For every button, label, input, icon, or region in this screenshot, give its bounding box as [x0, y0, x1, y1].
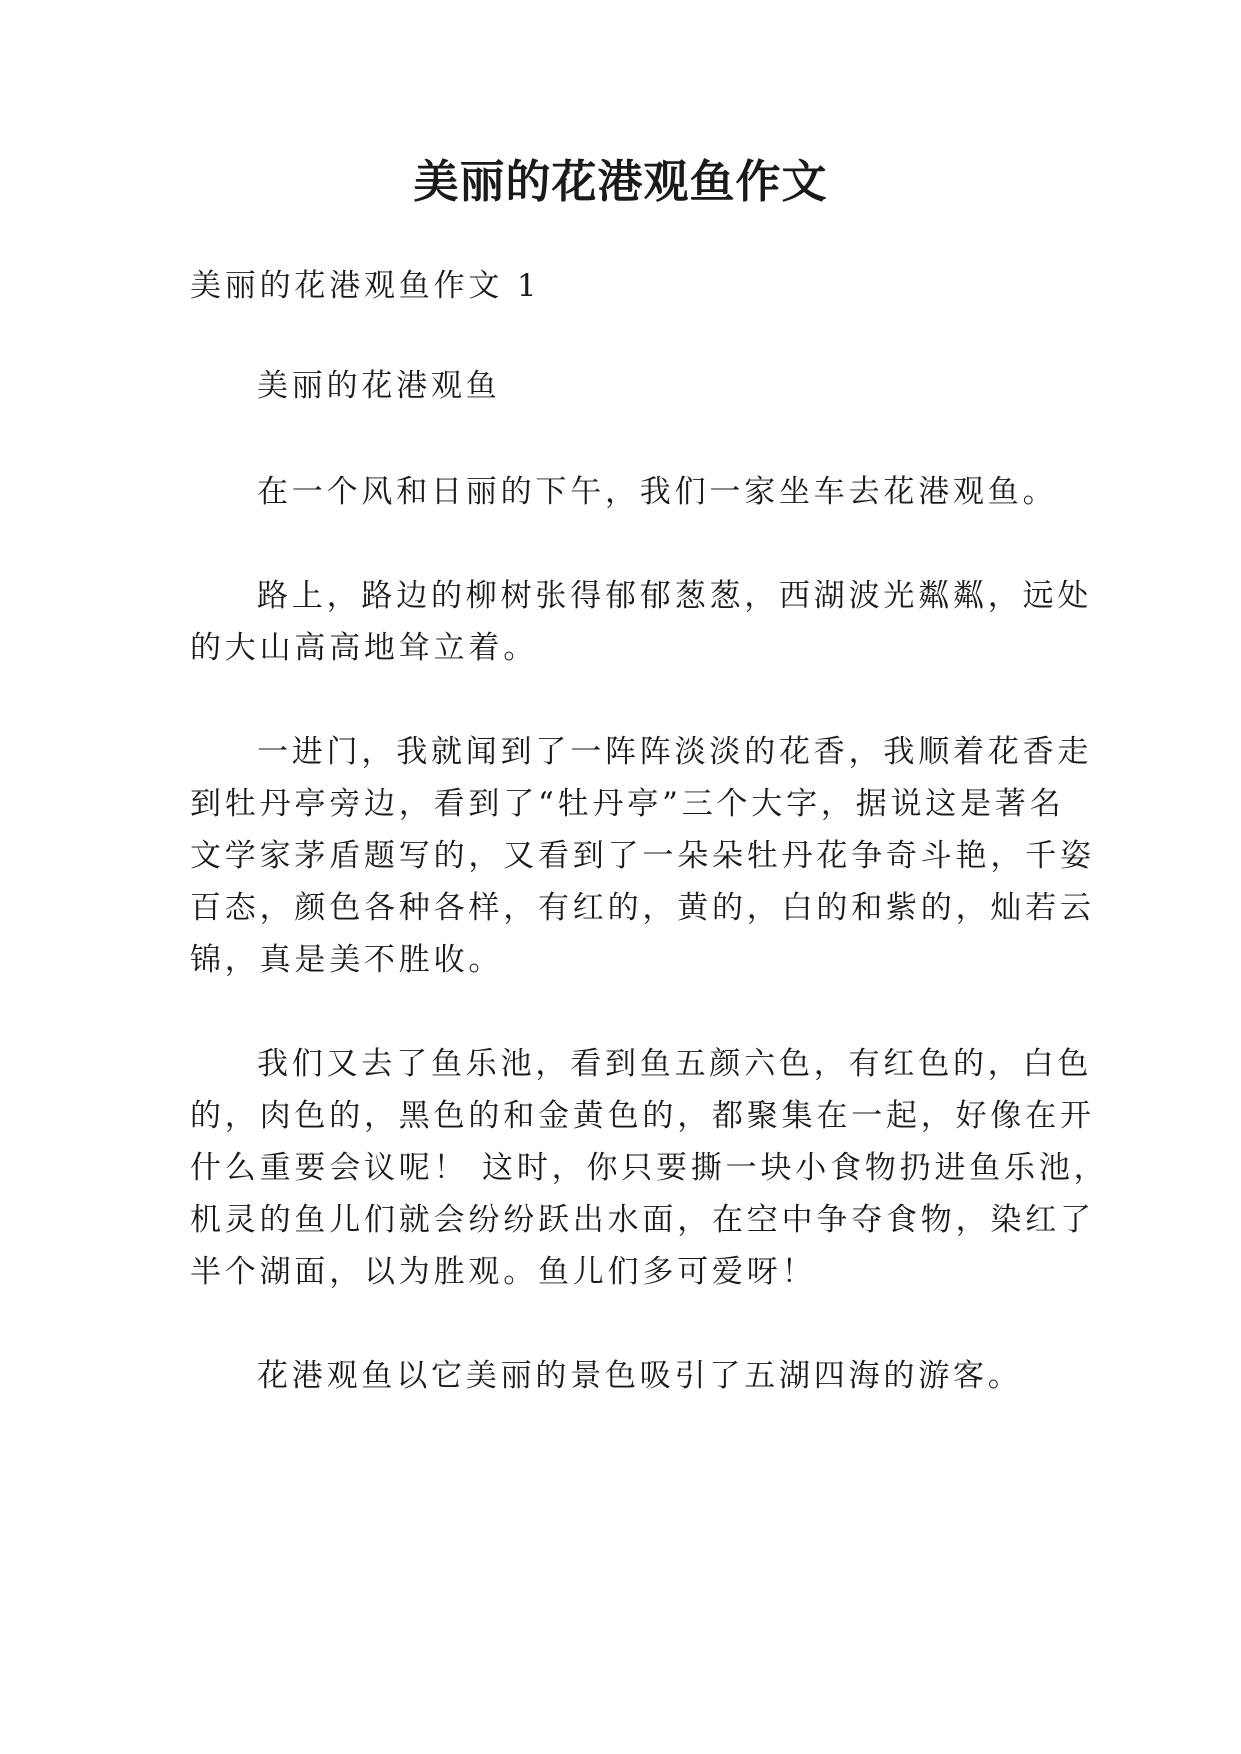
paragraph-line: 的大山高高地耸立着。 [190, 630, 538, 666]
paragraph-line: 到牡丹亭旁边，看到了“牡丹亭”三个大字，据说这是著名 [190, 786, 1065, 822]
paragraph-line: 在一个风和日丽的下午，我们一家坐车去花港观鱼。 [257, 474, 1058, 510]
paragraph-line: 路上，路边的柳树张得郁郁葱葱，西湖波光粼粼，远处 [257, 578, 1093, 614]
paragraph-line: 的，肉色的，黑色的和金黄色的，都聚集在一起，好像在开 [190, 1098, 1095, 1134]
paragraph-line: 锦，真是美不胜收。 [190, 942, 504, 978]
document-title: 美丽的花港观鱼作文 [413, 155, 828, 208]
essay-subtitle: 美丽的花港观鱼 [257, 368, 501, 404]
paragraph-line: 半个湖面，以为胜观。鱼儿们多可爱呀！ [190, 1254, 817, 1290]
paragraph-line: 我们又去了鱼乐池，看到鱼五颜六色，有红色的，白色 [257, 1046, 1093, 1082]
paragraph-line: 文学家茅盾题写的，又看到了一朵朵牡丹花争奇斗艳，千姿 [190, 838, 1095, 874]
paragraph-line: 百态，颜色各种各样，有红的，黄的，白的和紫的，灿若云 [190, 890, 1095, 926]
paragraph-line: 花港观鱼以它美丽的景色吸引了五湖四海的游客。 [257, 1358, 1023, 1394]
paragraph-line: 机灵的鱼儿们就会纷纷跃出水面，在空中争夺食物，染红了 [190, 1202, 1095, 1238]
paragraph-line: 一进门，我就闻到了一阵阵淡淡的花香，我顺着花香走 [257, 734, 1093, 770]
paragraph-line: 什么重要会议呢！ 这时，你只要撕一块小食物扔进鱼乐池， [190, 1150, 1109, 1186]
section-heading: 美丽的花港观鱼作文 1 [190, 268, 541, 304]
